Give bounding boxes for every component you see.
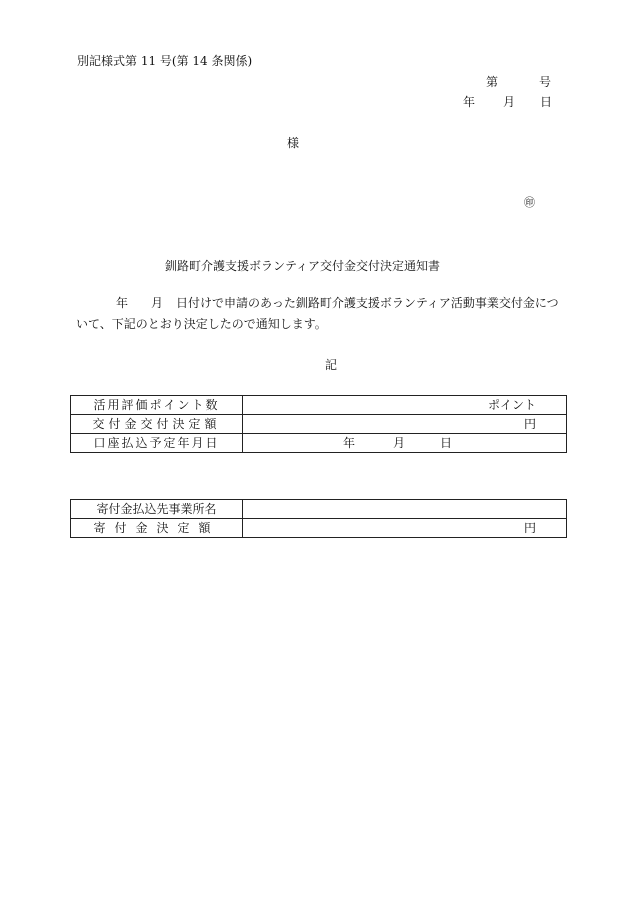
office-name-cell: [243, 500, 567, 519]
form-number: 別記様式第 11 号(第 14 条関係): [77, 54, 253, 68]
body-month: 月: [151, 296, 164, 310]
issue-date-year: 年: [463, 95, 476, 109]
doc-number-prefix: 第: [486, 75, 499, 89]
body-text-rest: 日付けで申請のあった釧路町介護支援ボランティア活動事業交付金につ: [176, 296, 559, 310]
transfer-date-cell: [243, 434, 567, 453]
table-row: [71, 415, 567, 434]
ki-heading: 記: [325, 358, 338, 372]
table-row: [71, 519, 567, 538]
donation-table: [70, 499, 567, 538]
doc-number-suffix: 号: [539, 75, 552, 89]
document-title: 釧路町介護支援ボランティア交付金交付決定通知書: [165, 259, 441, 273]
transfer-month: 月: [393, 436, 406, 450]
body-year: 年: [116, 296, 129, 310]
row-label: 口座払込予定年月日: [71, 434, 243, 453]
seal-icon: ㊞: [524, 196, 535, 209]
issue-date-day: 日: [540, 95, 553, 109]
body-text-line-2: いて、下記のとおり決定したので通知します。: [76, 317, 327, 331]
row-label: 活用評価ポイント数: [71, 396, 243, 415]
issue-date-month: 月: [503, 95, 516, 109]
recipient-honorific: 様: [287, 136, 300, 150]
table-row: [71, 434, 567, 453]
row-label: 寄付金払込先事業所名: [71, 500, 243, 519]
transfer-day: 日: [440, 436, 453, 450]
row-label: 交付金交付決定額: [71, 415, 243, 434]
donation-amount-cell: 円: [243, 519, 567, 538]
amount-value-cell: 円: [243, 415, 567, 434]
table-row: [71, 500, 567, 519]
table-row: [71, 396, 567, 415]
points-value-cell: ポイント: [243, 396, 567, 415]
transfer-year: 年: [343, 436, 356, 450]
decision-table: [70, 395, 567, 453]
row-label: 寄付金決定額: [71, 519, 243, 538]
